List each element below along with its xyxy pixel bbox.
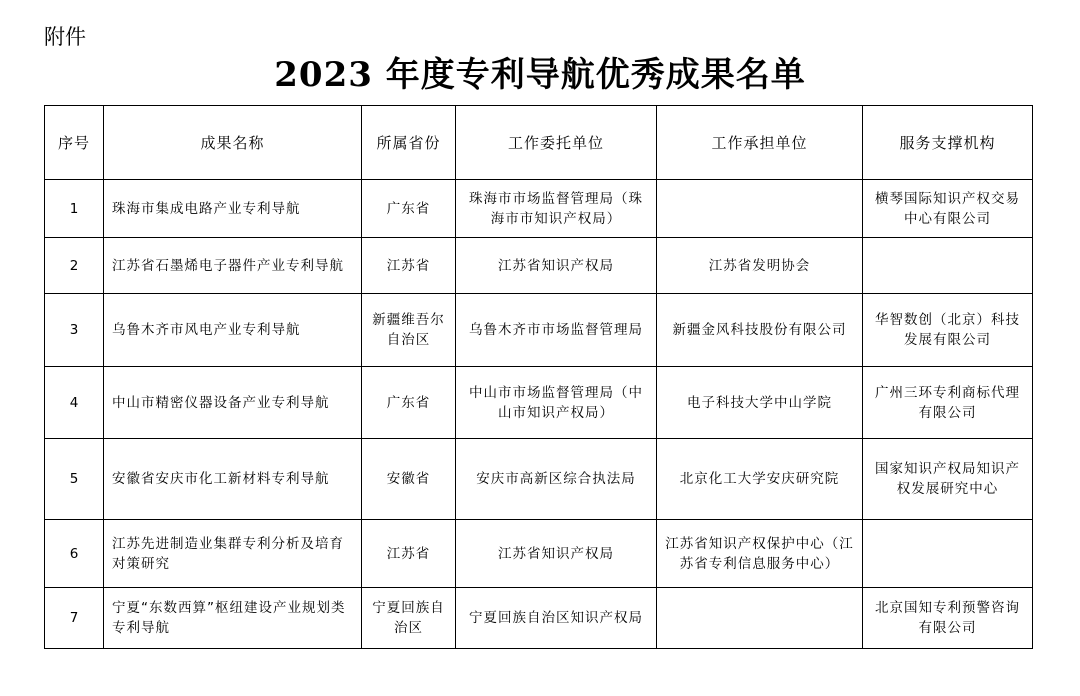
row-undertaker: 江苏省发明协会 [657,238,863,294]
table-row [45,180,1033,238]
row-commissioner: 安庆市高新区综合执法局 [456,439,657,520]
row-province: 宁夏回族自治区 [362,588,456,649]
row-name: 乌鲁木齐市风电产业专利导航 [104,294,362,367]
row-province: 广东省 [362,180,456,238]
row-province: 安徽省 [362,439,456,520]
header-commissioner: 工作委托单位 [456,106,657,180]
row-support: 国家知识产权局知识产权发展研究中心 [863,439,1033,520]
header-undertaker: 工作承担单位 [657,106,863,180]
row-name: 安徽省安庆市化工新材料专利导航 [104,439,362,520]
row-name: 江苏省石墨烯电子器件产业专利导航 [104,238,362,294]
row-support: 广州三环专利商标代理有限公司 [863,367,1033,439]
header-index: 序号 [45,106,104,180]
row-commissioner: 江苏省知识产权局 [456,520,657,588]
row-index: 4 [45,367,104,439]
row-index: 3 [45,294,104,367]
row-name: 珠海市集成电路产业专利导航 [104,180,362,238]
row-support [863,238,1033,294]
row-undertaker: 电子科技大学中山学院 [657,367,863,439]
table-row [45,367,1033,439]
row-province: 新疆维吾尔自治区 [362,294,456,367]
table-row [45,439,1033,520]
row-province: 广东省 [362,367,456,439]
row-name: 中山市精密仪器设备产业专利导航 [104,367,362,439]
row-name: 宁夏“东数西算”枢纽建设产业规划类专利导航 [104,588,362,649]
row-commissioner: 珠海市市场监督管理局（珠海市市知识产权局） [456,180,657,238]
row-undertaker: 江苏省知识产权保护中心（江苏省专利信息服务中心） [657,520,863,588]
row-support: 华智数创（北京）科技发展有限公司 [863,294,1033,367]
header-province: 所属省份 [362,106,456,180]
row-support: 北京国知专利预警咨询有限公司 [863,588,1033,649]
attachment-label: 附件 [44,25,86,49]
row-commissioner: 中山市市场监督管理局（中山市知识产权局） [456,367,657,439]
table-row [45,238,1033,294]
row-province: 江苏省 [362,238,456,294]
row-index: 2 [45,238,104,294]
table-row [45,294,1033,367]
row-commissioner: 江苏省知识产权局 [456,238,657,294]
row-index: 6 [45,520,104,588]
header-support: 服务支撑机构 [863,106,1033,180]
table-row [45,588,1033,649]
row-province: 江苏省 [362,520,456,588]
row-undertaker [657,588,863,649]
row-support: 横琴国际知识产权交易中心有限公司 [863,180,1033,238]
row-index: 7 [45,588,104,649]
row-name: 江苏先进制造业集群专利分析及培育对策研究 [104,520,362,588]
row-undertaker: 北京化工大学安庆研究院 [657,439,863,520]
table-header-row [45,106,1033,180]
row-support [863,520,1033,588]
table-row [45,520,1033,588]
header-name: 成果名称 [104,106,362,180]
document-title: 2023 年度专利导航优秀成果名单 [274,55,806,95]
row-commissioner: 乌鲁木齐市市场监督管理局 [456,294,657,367]
row-index: 1 [45,180,104,238]
results-table [44,105,1033,649]
row-undertaker [657,180,863,238]
row-commissioner: 宁夏回族自治区知识产权局 [456,588,657,649]
row-index: 5 [45,439,104,520]
row-undertaker: 新疆金风科技股份有限公司 [657,294,863,367]
